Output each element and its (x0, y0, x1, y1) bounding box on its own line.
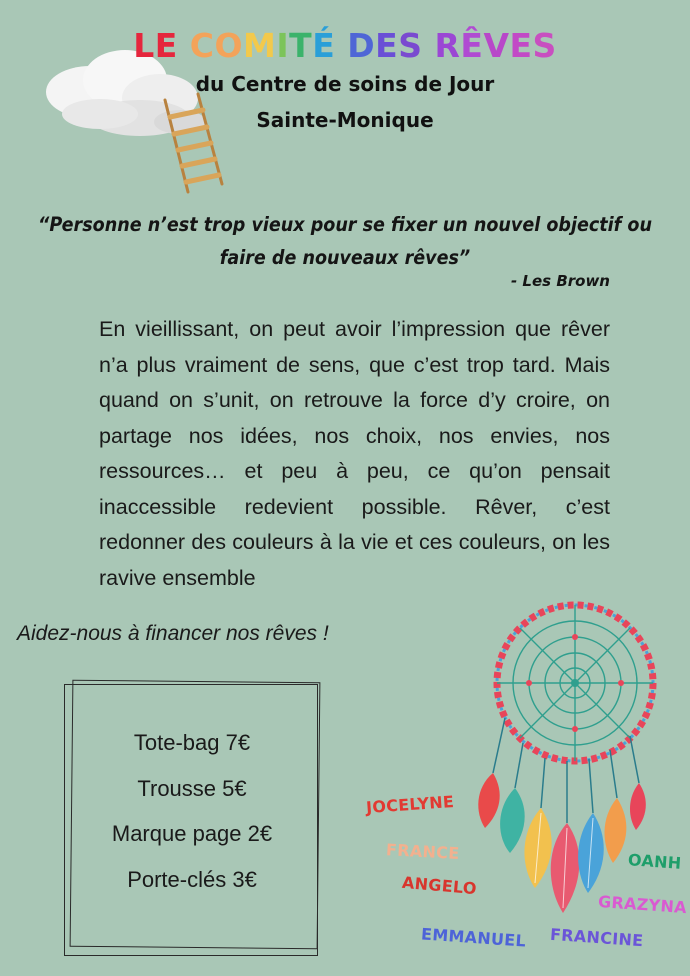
title-letter: O (214, 26, 244, 65)
name-jocelyne: JOCELYNE (365, 791, 455, 818)
call-to-action: Aidez-nous à financer nos rêves ! (17, 622, 329, 645)
name-grazyna: GRAZYNA (597, 891, 688, 918)
name-oanh: OANH (627, 850, 683, 873)
quote-author: - Les Brown (510, 272, 610, 290)
title-letter: É (312, 26, 336, 65)
name-france: FRANCE (385, 840, 460, 863)
title-letter (178, 26, 190, 65)
subtitle-line-1: du Centre de soins de Jour (195, 72, 495, 96)
title-letter: E (509, 26, 533, 65)
title-letter: V (483, 26, 510, 65)
name-angelo: ANGELO (401, 872, 478, 899)
subtitle-line-2: Sainte-Monique (256, 108, 434, 132)
title-letter (335, 26, 347, 65)
name-francine: FRANCINE (549, 924, 645, 951)
title-letter: Ê (460, 26, 484, 65)
title-letter: T (289, 26, 313, 65)
quote-text: “Personne n’est trop vieux pour se fixer un nouvel objectif ou faire de nouveaux rêves” (38, 213, 652, 269)
title-letter: L (133, 26, 155, 65)
title-letter: S (532, 26, 557, 65)
title-letter: E (154, 26, 178, 65)
title-letter: R (434, 26, 461, 65)
price-item-trousse: Trousse 5€ (137, 775, 247, 801)
dreamcatcher-icon (455, 598, 675, 938)
title-letter: C (189, 26, 215, 65)
price-box (64, 684, 320, 956)
price-item-porte-cles: Porte-clés 3€ (127, 866, 257, 892)
body-paragraph: En vieillissant, on peut avoir l’impression que rêver n’a plus vraiment de sens, que c’est trop tard. Mais quand on s’unit, on retrouve la force d’y croire, on partage nos idées, nos choix, nos envies, nos ressources… et peu à peu, ce qu’on pensait inaccessible redevient possible. Rêver, c’est redonner des couleurs à la vie et ces couleurs, on les ravive ensemble (99, 317, 610, 590)
title-letter (422, 26, 434, 65)
page-title (0, 26, 690, 65)
title-letter: M (243, 26, 277, 65)
title-letter: D (347, 26, 376, 65)
price-list (64, 726, 320, 908)
name-emmanuel: EMMANUEL (420, 924, 527, 951)
title-letter: S (398, 26, 423, 65)
title-letter: E (375, 26, 399, 65)
price-item-tote-bag: Tote-bag 7€ (133, 730, 251, 755)
title-letter: I (276, 26, 290, 65)
price-item-marque-page: Marque page 2€ (111, 821, 273, 846)
